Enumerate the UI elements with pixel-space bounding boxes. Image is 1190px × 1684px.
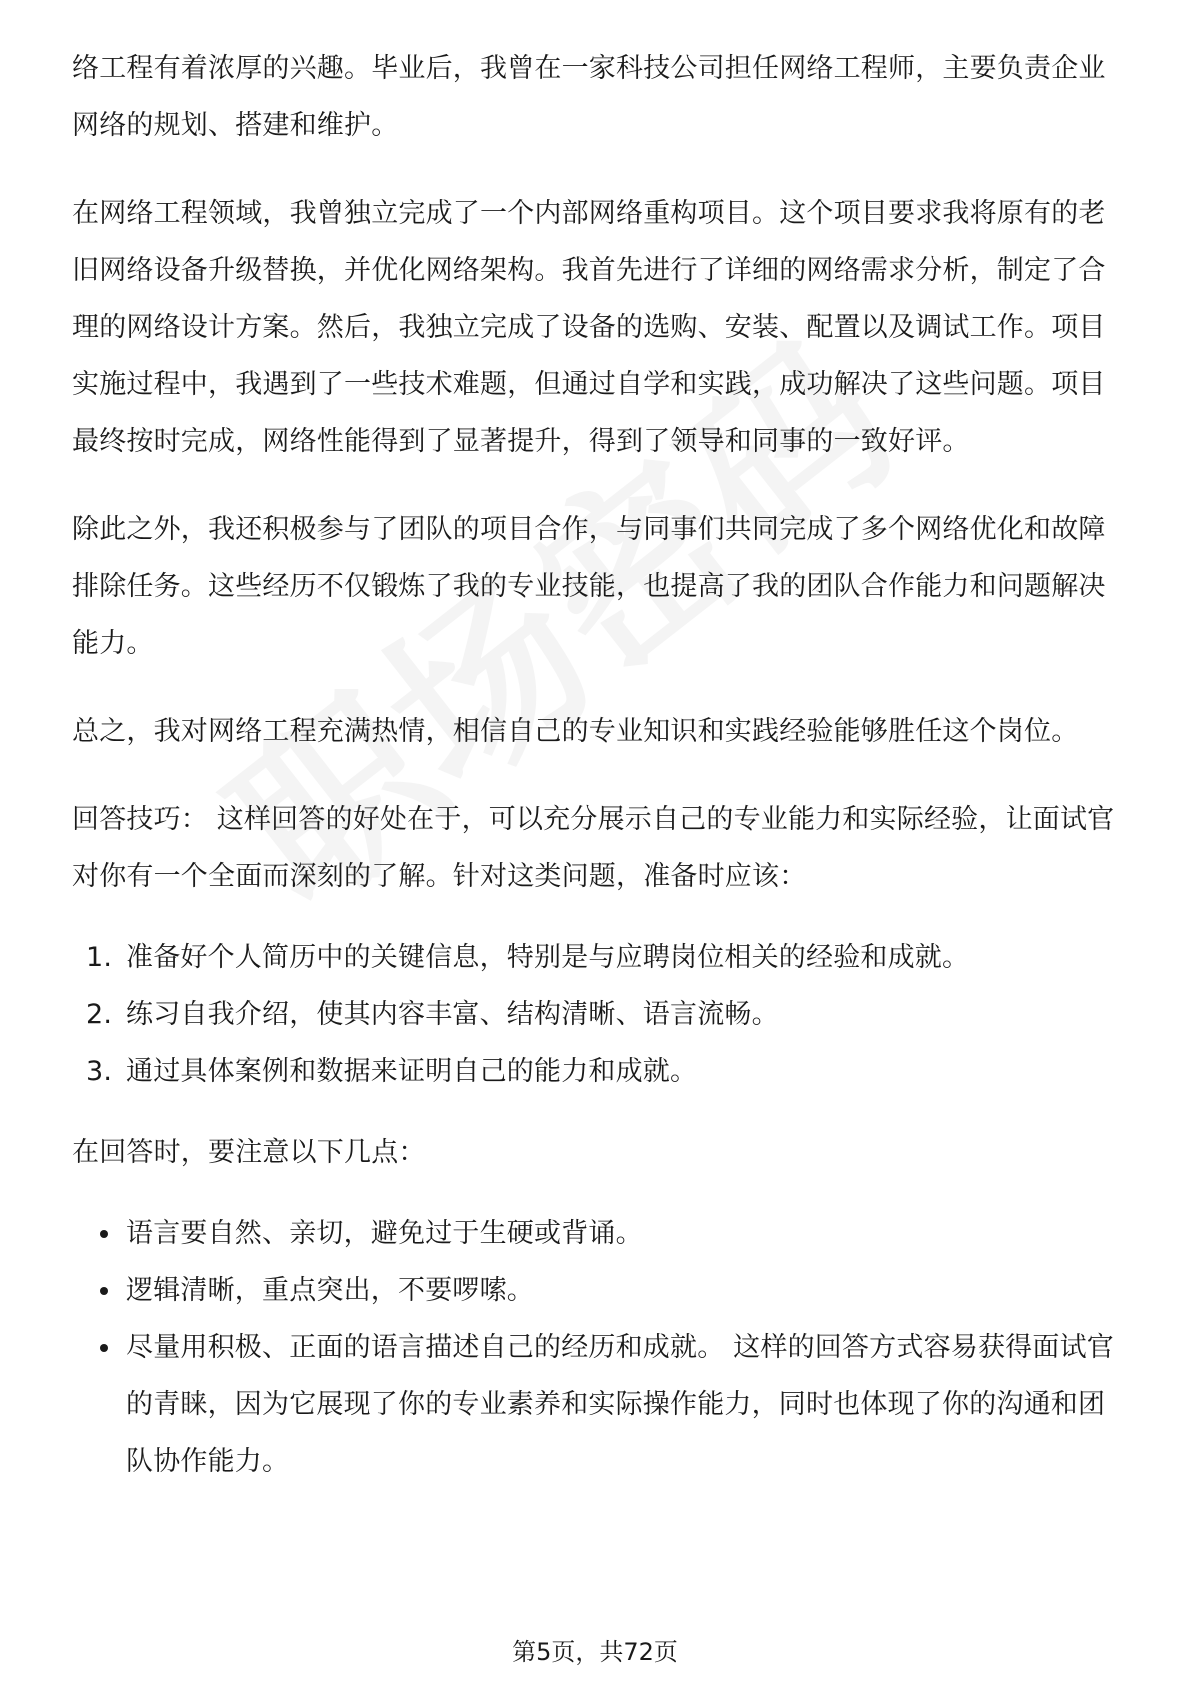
list-item: 3. 通过具体案例和数据来证明自己的能力和成就。 (86, 1056, 698, 1087)
paragraph-summary: 总之，我对网络工程充满热情，相信自己的专业知识和实践经验能够胜任这个岗位。 (72, 716, 1079, 747)
paragraph-tips: 回答技巧： 这样回答的好处在于，可以充分展示自己的专业能力和实际经验，让面试官对你有一个全面而深刻的了解。针对这类问题，准备时应该： (72, 804, 1115, 892)
paragraph-intro: 络工程有着浓厚的兴趣。毕业后，我曾在一家科技公司担任网络工程师，主要负责企业网络的规划、搭建和维护。 (72, 53, 1106, 141)
list-item: 尽量用积极、正面的语言描述自己的经历和成就。 这样的回答方式容易获得面试官的青睐，因为它展现了你的专业素养和实际操作能力，同时也体现了你的沟通和团队协作能力。 (72, 1319, 1122, 1490)
bullet-icon (100, 1287, 108, 1295)
steps-list (72, 929, 1122, 1100)
bullet-icon (100, 1344, 108, 1352)
bullet-icon (100, 1230, 108, 1238)
list-item: 语言要自然、亲切，避免过于生硬或背诵。 (72, 1205, 1122, 1262)
paragraph-project: 在网络工程领域，我曾独立完成了一个内部网络重构项目。这个项目要求我将原有的老旧网络设备升级替换，并优化网络架构。我首先进行了详细的网络需求分析，制定了合理的网络设计方案。然后，我独立完成了设备的选购、安装、配置以及调试工作。项目实施过程中，我遇到了一些技术难题，但通过自学和实践，成功解决了这些问题。项目最终按时完成，网络性能得到了显著提升，得到了领导和同事的一致好评。 (72, 198, 1106, 457)
list-item: 1. 准备好个人简历中的关键信息，特别是与应聘岗位相关的经验和成就。 (86, 942, 970, 973)
paragraph-notes-intro: 在回答时，要注意以下几点： (72, 1137, 426, 1168)
paragraph-teamwork: 除此之外，我还积极参与了团队的项目合作，与同事们共同完成了多个网络优化和故障排除任务。这些经历不仅锻炼了我的专业技能，也提高了我的团队合作能力和问题解决能力。 (72, 514, 1106, 659)
tips-list (72, 1205, 1122, 1490)
list-item: 逻辑清晰，重点突出，不要啰嗦。 (72, 1262, 1122, 1319)
list-item: 2. 练习自我介绍，使其内容丰富、结构清晰、语言流畅。 (86, 999, 779, 1030)
document-body (72, 40, 1122, 1490)
page-number: 第5页，共72页 (512, 1638, 678, 1666)
